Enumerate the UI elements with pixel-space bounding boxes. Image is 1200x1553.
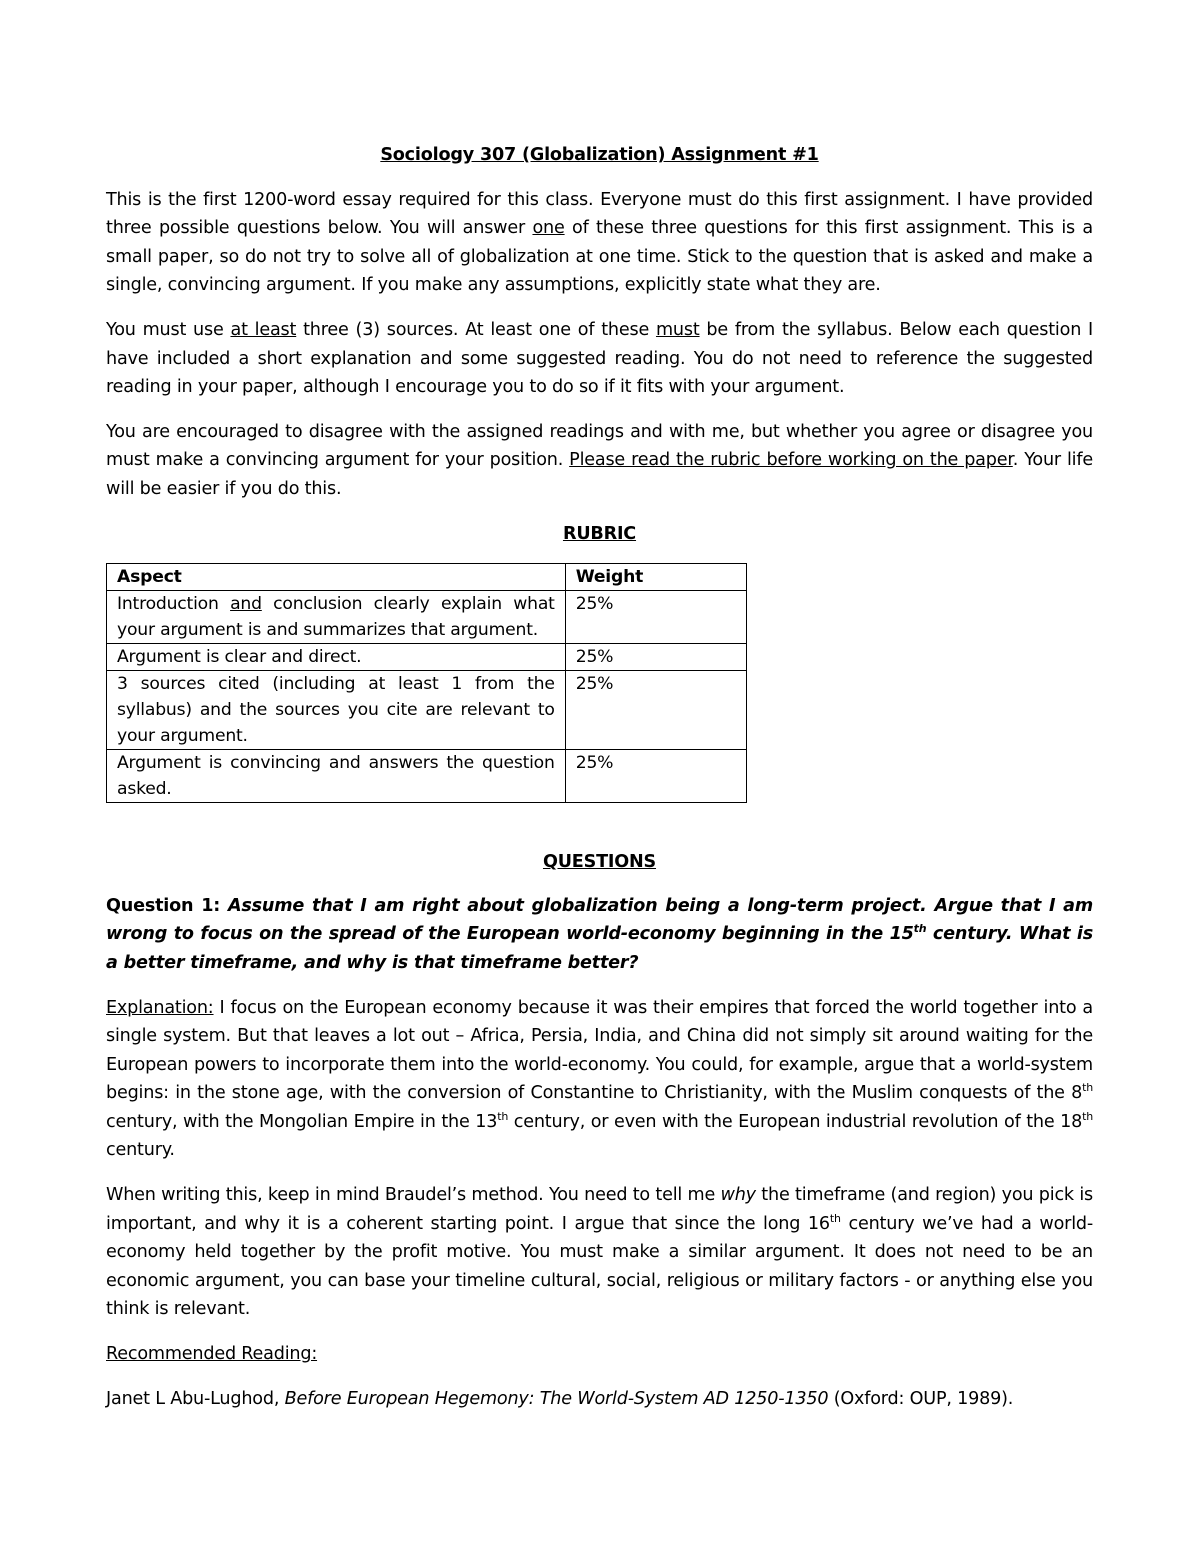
rubric-heading: RUBRIC [562, 523, 637, 544]
underline-must: must [655, 319, 700, 340]
underline-rubric-note: Please read the rubric before working on the paper [569, 450, 1013, 471]
spacer [106, 803, 1093, 848]
underline-at-least: at least [230, 319, 297, 340]
rubric-row [107, 671, 747, 750]
underline-one: one [532, 218, 565, 239]
rubric-aspect-cell: Argument is clear and direct. [107, 644, 566, 671]
rubric-weight-cell: 25% [565, 591, 746, 644]
recommended-reading-label: Recommended Reading: [106, 1344, 318, 1365]
question-1-label: Question 1: [106, 895, 221, 916]
explanation-paragraph: Explanation: I focus on the European economy because it was their empires that forced the world together into a single system. But that leaves a lot out – Africa, Persia, India, and China did not simply sit around waiting for the European powers to incorporate them into the world-economy. You could, for example, argue that a world-system begins: in the stone age, with the conversion of Constantine to Christianity, with the Muslim conquests of the 8th century, with the Mongolian Empire in the 13th century, or even with the European industrial revolution of the 18th century. [106, 997, 1093, 1161]
questions-heading: QUESTIONS [542, 852, 657, 873]
reading-reference: Janet L Abu-Lughod, Before European Hegemony: The World-System AD 1250-1350 (Oxford: OUP, 1989). [106, 1388, 1014, 1409]
question-1: Question 1: Assume that I am right about globalization being a long-term project. Argue that I am wrong to focus on the spread of the European world-economy beginning in the 15th century. What is a better timeframe, and why is that timeframe better? [106, 895, 1094, 973]
rubric-col-aspect: Aspect [107, 564, 566, 591]
rubric-weight-cell: 25% [565, 671, 746, 750]
rubric-aspect-cell: Introduction and conclusion clearly explain what your argument is and summarizes that argument. [107, 591, 566, 644]
rubric-col-weight: Weight [565, 564, 746, 591]
rubric-header-row [107, 564, 747, 591]
rubric-weight-cell: 25% [565, 644, 746, 671]
rubric-row [107, 644, 747, 671]
explanation-label: Explanation: [106, 997, 214, 1018]
reading-title: Before European Hegemony: The World-System AD 1250-1350 [284, 1388, 829, 1409]
document-page [106, 141, 1093, 1429]
rubric-aspect-cell: Argument is convincing and answers the question asked. [107, 750, 566, 803]
intro-paragraph-1: This is the first 1200-word essay required for this class. Everyone must do this first assignment. I have provided three possible questions below. You will answer one of these three questions for this first assignment. This is a small paper, so do not try to solve all of globalization at one time. Stick to the question that is asked and make a single, convincing argument. If you make any assumptions, explicitly state what they are. [106, 189, 1093, 296]
rubric-weight-cell: 25% [565, 750, 746, 803]
rubric-table [106, 563, 747, 803]
document-title: Sociology 307 (Globalization) Assignment #1 [380, 145, 819, 165]
braudel-paragraph: When writing this, keep in mind Braudel’s method. You need to tell me why the timeframe (and region) you pick is important, and why it is a coherent starting point. I argue that since the long 16th century we’ve had a world-economy held together by the profit motive. You must make a similar argument. It does not need to be an economic argument, you can base your timeline cultural, social, religious or military factors - or anything else you think is relevant. [106, 1185, 1093, 1320]
intro-paragraph-2: You must use at least three (3) sources. At least one of these must be from the syllabus. Below each question I have included a short explanation and some suggested reading. You do not need to reference the suggested reading in your paper, although I encourage you to do so if it fits with your argument. [106, 319, 1094, 398]
rubric-row [107, 591, 747, 644]
intro-paragraph-3: You are encouraged to disagree with the assigned readings and with me, but whether you agree or disagree you must make a convincing argument for your position. Please read the rubric before working on the paper. Your life will be easier if you do this. [106, 421, 1093, 499]
rubric-row [107, 750, 747, 803]
rubric-aspect-cell: 3 sources cited (including at least 1 from the syllabus) and the sources you cite are relevant to your argument. [107, 671, 566, 750]
